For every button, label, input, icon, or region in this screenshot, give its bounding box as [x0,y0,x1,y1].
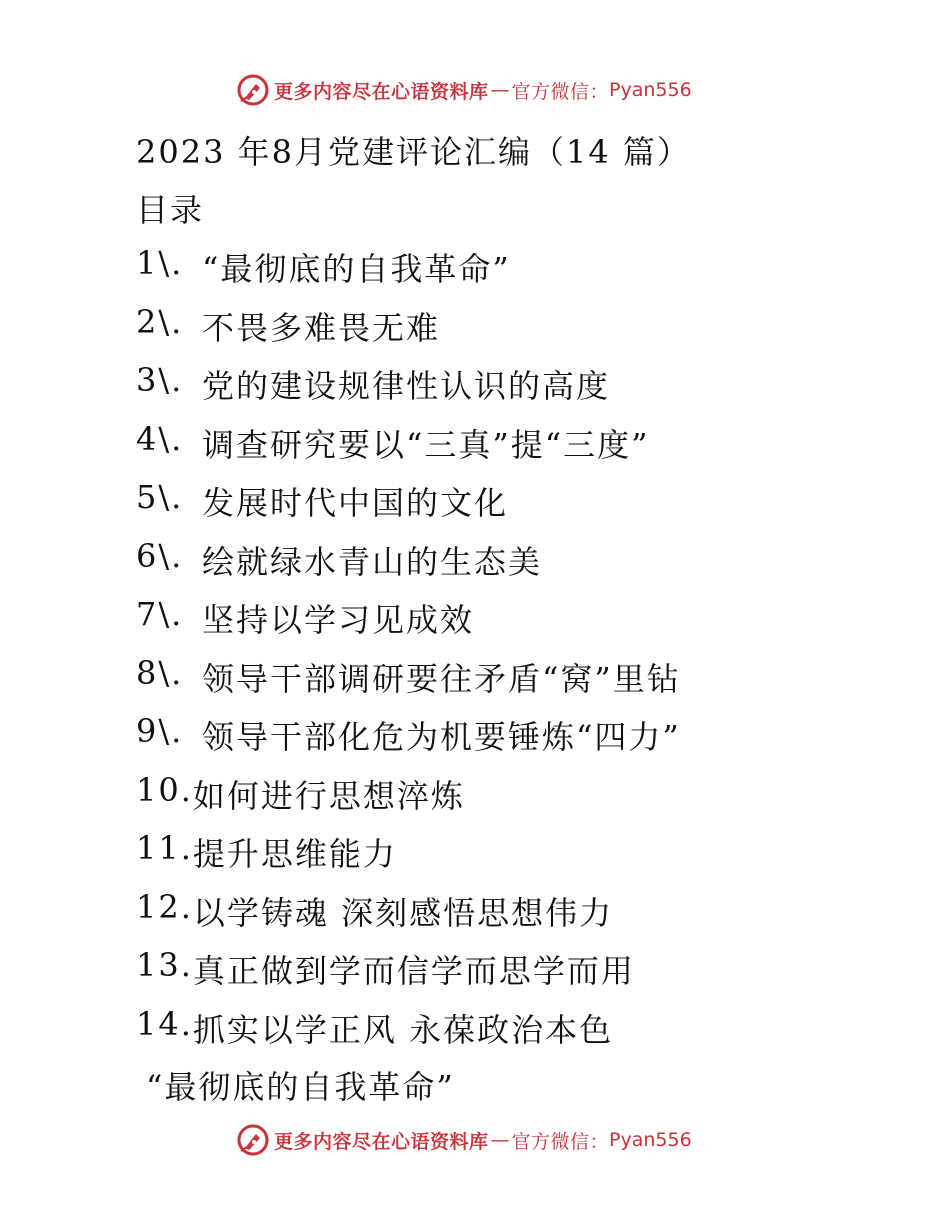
toc-item-text: 调查研究要以“三真”提“三度” [202,425,650,464]
toc-item [136,946,681,1005]
toc-item-number: 13. [136,946,193,984]
toc-item-text: 真正做到学而信学而思学而用 [192,952,635,990]
toc-item [136,537,681,596]
table-of-contents [136,244,681,1063]
toc-item [136,361,681,420]
toc-item [136,244,681,303]
footer-banner [236,1123,692,1157]
toc-item-number: 8\. [136,653,184,692]
toc-item-text: 发展时代中国的文化 [202,484,509,522]
toc-item-number: 4\. [136,419,184,458]
toc-item-number: 1\. [136,244,184,282]
toc-item [136,478,681,537]
banner-dash: — [490,79,510,101]
section-title: “最彻底的自我革命” [146,1068,455,1106]
document-title: 2023 年8月党建评论汇编（14 篇） [136,133,691,171]
toc-item [136,712,681,771]
header-banner [236,73,692,107]
toc-item-text: 绘就绿水青山的生态美 [202,542,543,581]
toc-item-text: “最彻底的自我革命” [202,250,511,288]
banner-account: Pyan556 [609,1129,692,1151]
toc-item [136,771,681,830]
toc-item-number: 10. [136,770,193,809]
toc-item-text: 坚持以学习见成效 [202,601,475,639]
toc-item-text: 党的建设规律性认识的高度 [202,367,611,405]
toc-item-number: 3\. [136,361,184,399]
toc-item-number: 14. [136,1004,193,1043]
toc-item [136,420,681,479]
toc-item [136,829,681,888]
toc-item-text: 如何进行思想淬炼 [192,776,465,815]
banner-dash: — [490,1129,510,1151]
toc-item [136,654,681,713]
toc-item [136,595,681,654]
toc-item-text: 抓实以学正风 永葆政治本色 [192,1010,614,1049]
toc-item-text: 领导干部调研要往矛盾“窝”里钻 [202,659,681,698]
toc-item-text: 不畏多难畏无难 [202,308,441,347]
toc-item-number: 6\. [136,536,184,575]
pen-nib-circle-icon [236,1123,270,1157]
toc-item-text: 提升思维能力 [192,835,397,873]
banner-account: Pyan556 [609,79,692,101]
toc-item-number: 5\. [136,478,184,516]
banner-wechat-label: 官方微信： [511,1130,610,1153]
toc-item-text: 领导干部化危为机要锤炼“四力” [202,718,681,756]
toc-item [136,888,681,947]
banner-brand: 更多内容尽在心语资料库 [274,1130,489,1153]
pen-nib-circle-icon [236,73,270,107]
toc-item [136,303,681,362]
banner-wechat-label: 官方微信： [511,80,610,103]
toc-item-number: 11. [136,829,193,867]
toc-item-number: 12. [136,887,193,926]
toc-item-text: 以学铸魂 深刻感悟思想伟力 [192,893,614,932]
toc-heading: 目录 [136,191,205,229]
toc-item-number: 2\. [136,302,184,341]
toc-item [136,1005,681,1064]
banner-brand: 更多内容尽在心语资料库 [274,80,489,103]
toc-item-number: 7\. [136,595,184,633]
toc-item-number: 9\. [136,712,184,750]
